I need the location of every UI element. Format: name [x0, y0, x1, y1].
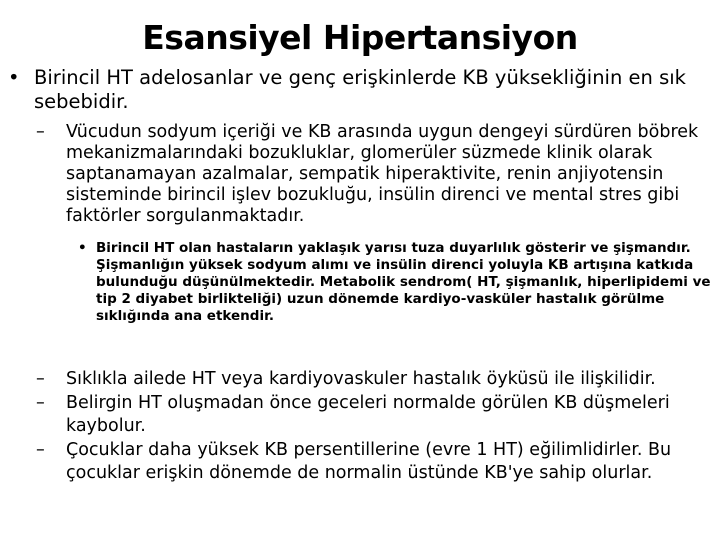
bullet-text-obesity: Birincil HT olan hastaların yaklaşık yarısı tuza duyarlılık gösterir ve şişmandır. Şişmanlığın yüksek sodyum alımı ve insülin direnci yoluyla KB artışına katkıda bulunduğu düşünülmektedir. Metabolik sendrom( HT, şişmanlık, hiperlipidemi ve tip 2 diyabet birlikteliği) uzun dönemde kardiyo-vasküler hastalık görülme sıklığında ana etkendir. — [96, 240, 711, 324]
dash-marker: – — [36, 369, 45, 389]
bullet-level3-obesity — [78, 240, 718, 325]
dash-marker: – — [36, 393, 45, 413]
bullet-level1 — [8, 66, 714, 114]
bullet-level2-group — [36, 368, 720, 486]
bullet-marker: • — [8, 66, 20, 89]
dash-marker: – — [36, 440, 45, 460]
bullet-text-family-history: Sıklıkla ailede HT veya kardiyovaskuler hastalık öyküsü ile ilişkilidir. — [66, 369, 656, 389]
bullet-text-night-dipping: Belirgin HT oluşmadan önce geceleri normalde görülen KB düşmeleri kaybolur. — [66, 393, 670, 436]
bullet-text-primary-cause: Birincil HT adelosanlar ve genç erişkinlerde KB yüksekliğinin en sık sebebidir. — [34, 66, 686, 113]
bullet-text-mechanisms: Vücudun sodyum içeriği ve KB arasında uygun dengeyi sürdüren böbrek mekanizmalarındaki bozukluklar, glomerüler süzmede klinik olarak saptanamayan azalmalar, sempatik hiperaktivite, renin anjiyotensin sisteminde birincil işlev bozukluğu, insülin direnci ve mental stres gibi faktörler sorgulanmaktadır. — [66, 122, 699, 226]
bullet-marker-small: • — [78, 240, 87, 256]
slide-title: Esansiyel Hipertansiyon — [142, 18, 578, 57]
dash-marker: – — [36, 122, 45, 142]
bullet-level2-mechanisms — [36, 122, 716, 227]
bullet-text-children: Çocuklar daha yüksek KB persentillerine (evre 1 HT) eğilimlidirler. Bu çocuklar erişkin dönemde de normalin üstünde KB'ye sahip olurlar. — [66, 440, 672, 483]
